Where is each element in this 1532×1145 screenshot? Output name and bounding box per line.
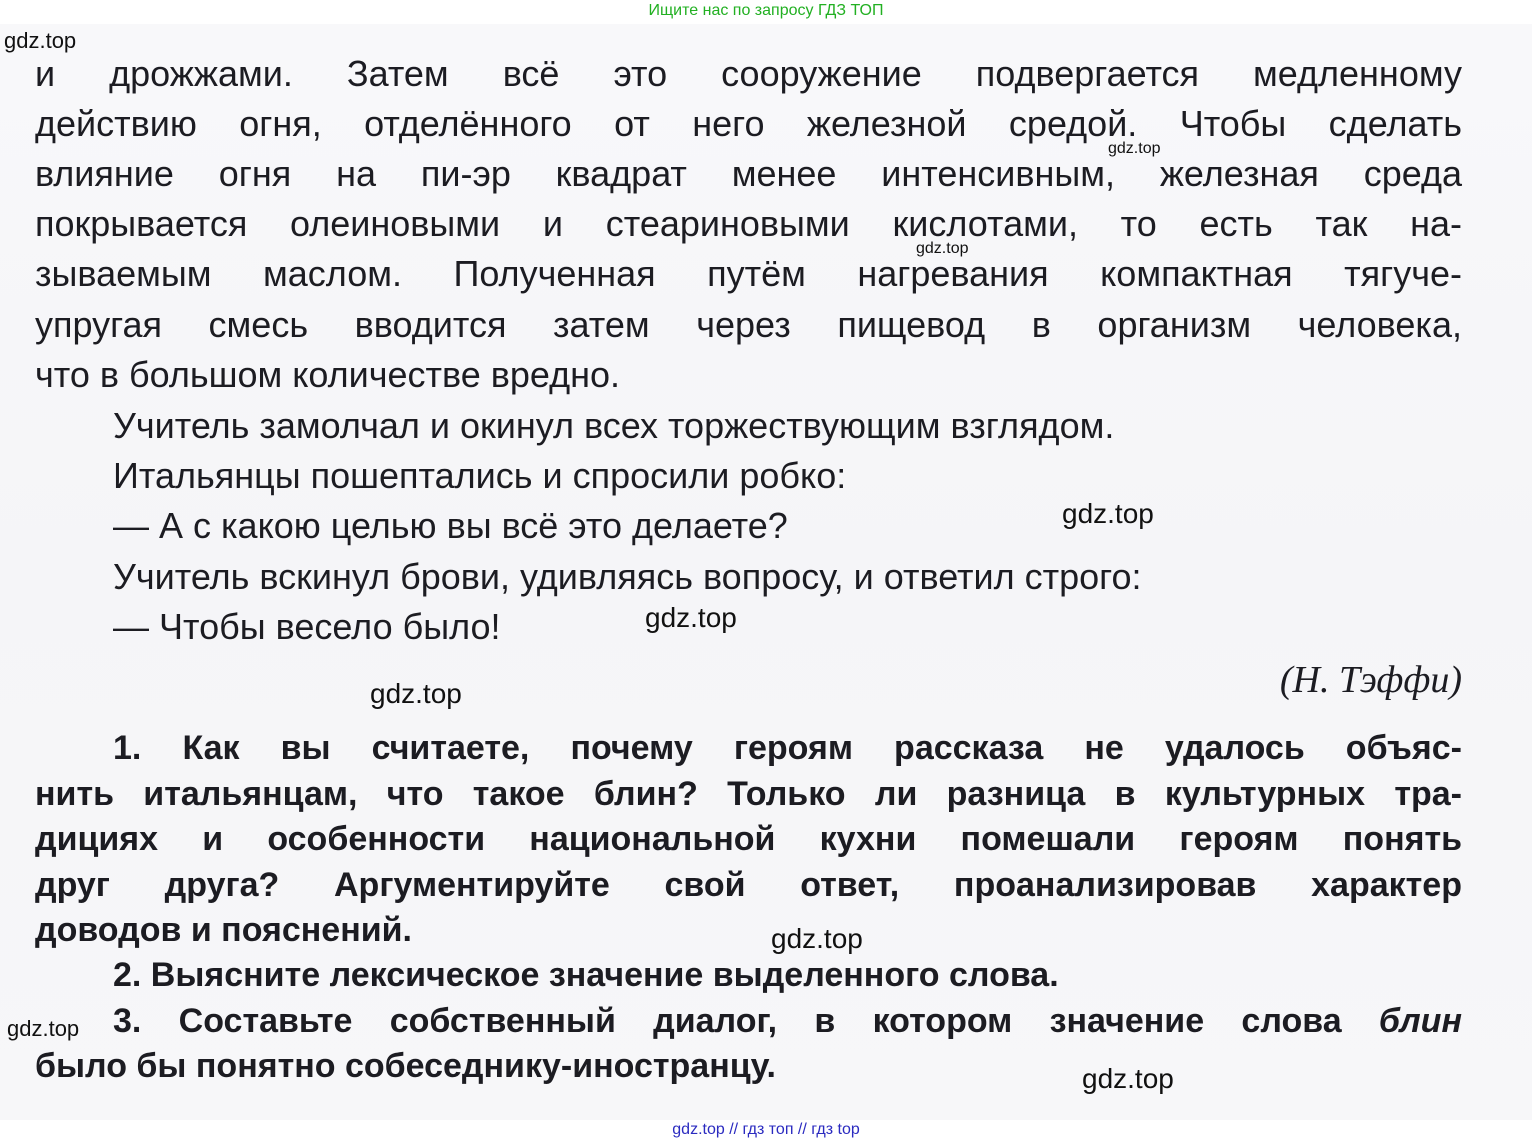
watermark: gdz.top — [1082, 1063, 1174, 1094]
question-3-text: 3. Составьте собственный диалог, в котором значение слова — [113, 1002, 1342, 1040]
question-2: 2. Выясните лексическое значение выделенного слова. — [113, 956, 1059, 994]
text-line: зываемым маслом. Полученная путём нагревания компактная тягуче- — [35, 253, 1462, 294]
question-1-line: дициях и особенности национальной кухни помешали героям понять — [35, 820, 1462, 858]
text-line: влияние огня на пи-эр квадрат менее интенсивным, железная среда — [35, 153, 1462, 194]
question-1-line: доводов и пояснений. — [35, 911, 413, 949]
dialogue-line: — Чтобы весело было! — [113, 606, 501, 647]
question-3-line: было бы понятно собеседнику-иностранцу. — [35, 1047, 776, 1085]
text-line: что в большом количестве вредно. — [35, 354, 621, 395]
watermark: gdz.top — [771, 923, 863, 954]
highlighted-word: блин — [1378, 1002, 1462, 1040]
bottom-banner[interactable]: gdz.top // гдз топ // гдз top — [672, 1121, 860, 1138]
watermark: gdz.top — [1062, 498, 1154, 529]
question-1-line: нить итальянцам, что такое блин? Только ли разница в культурных тра- — [35, 775, 1462, 813]
top-banner[interactable]: Ищите нас по запросу ГДЗ ТОП — [648, 2, 884, 19]
question-3-line — [113, 1002, 1462, 1040]
watermark: gdz.top — [645, 602, 737, 633]
text-line: и дрожжами. Затем всё это сооружение подвергается медленному — [35, 53, 1462, 94]
text-line: действию огня, отделённого от него железной средой. Чтобы сделать — [35, 103, 1462, 144]
question-1-line: 1. Как вы считаете, почему героям рассказа не удалось объяс- — [113, 729, 1462, 767]
watermark: gdz.top — [7, 1016, 80, 1041]
watermark: gdz.top — [370, 678, 462, 709]
text-line: Итальянцы пошептались и спросили робко: — [113, 455, 847, 496]
text-line: упругая смесь вводится затем через пищевод в организм человека, — [35, 304, 1462, 345]
author-attribution: (Н. Тэффи) — [1279, 659, 1462, 701]
watermark: gdz.top — [4, 28, 77, 53]
question-1-line: друг друга? Аргументируйте свой ответ, проанализировав характер — [35, 866, 1462, 904]
text-line: Учитель замолчал и окинул всех торжествующим взглядом. — [113, 405, 1115, 446]
watermark: gdz.top — [916, 240, 969, 257]
watermark: gdz.top — [1108, 140, 1161, 157]
text-line: покрывается олеиновыми и стеариновыми кислотами, то есть так на- — [35, 203, 1462, 244]
text-line: Учитель вскинул брови, удивляясь вопросу, и ответил строго: — [113, 556, 1142, 597]
dialogue-line: — А с какою целью вы всё это делаете? — [113, 505, 788, 546]
